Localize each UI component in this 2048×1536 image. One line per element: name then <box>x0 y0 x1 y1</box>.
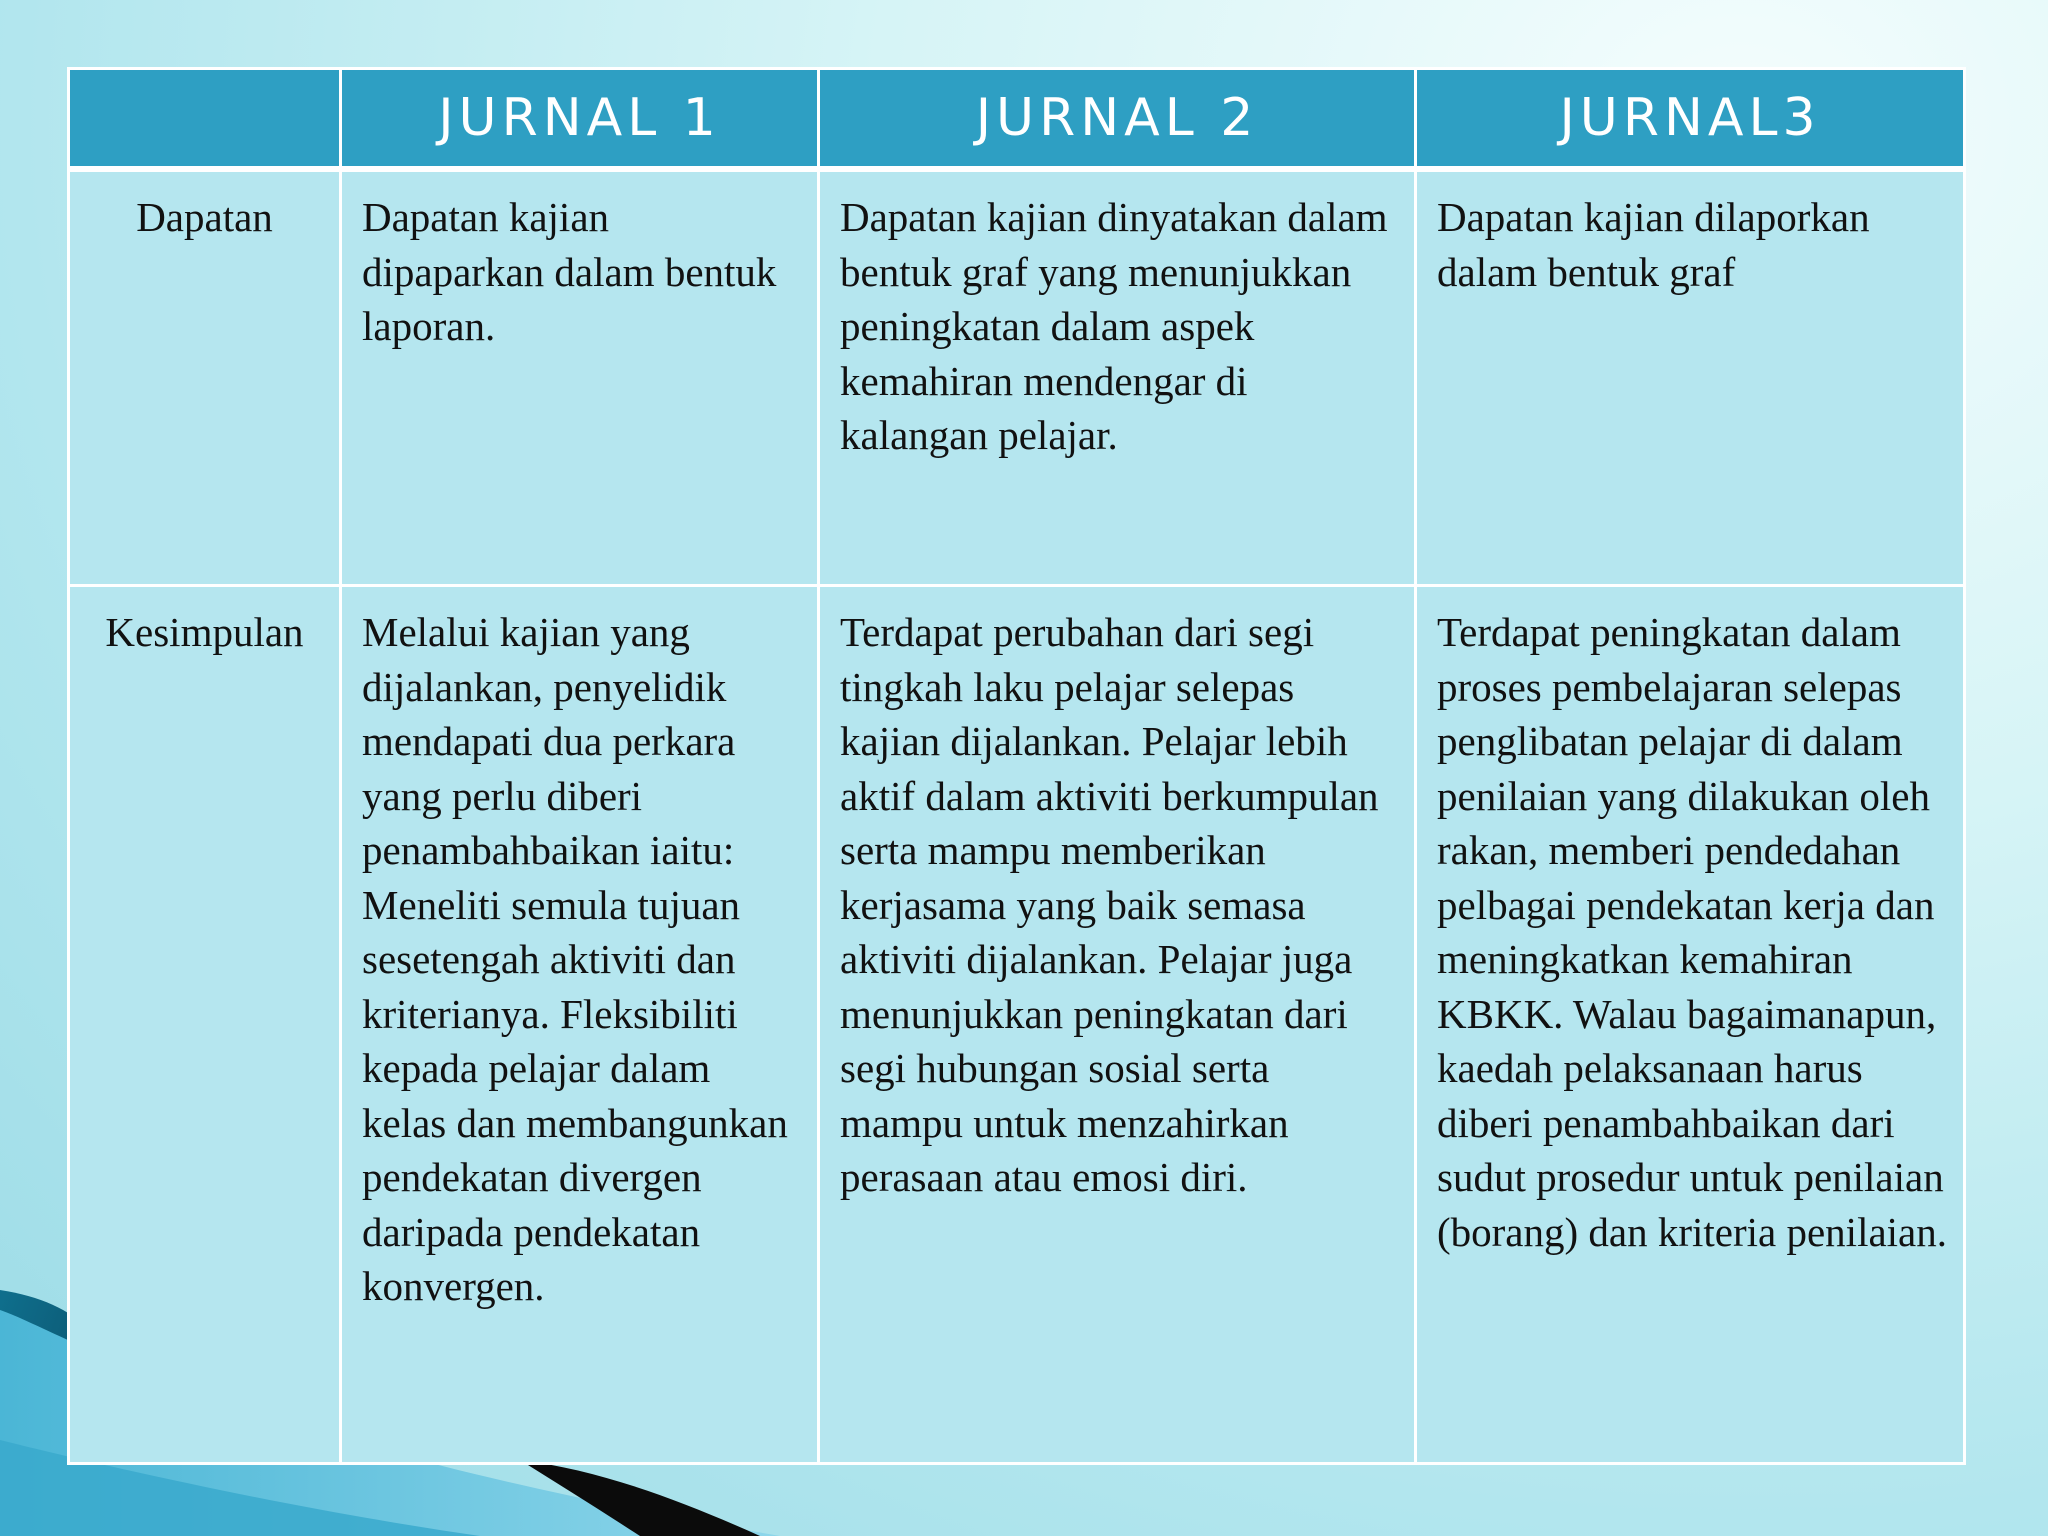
header-jurnal-2: JURNAL 2 <box>819 69 1416 170</box>
table-row <box>69 586 1965 1464</box>
table-header-row <box>69 69 1965 170</box>
row-label-kesimpulan: Kesimpulan <box>69 586 341 1464</box>
dapatan-jurnal-3: Dapatan kajian dilaporkan dalam bentuk graf <box>1416 169 1965 586</box>
kesimpulan-jurnal-2: Terdapat perubahan dari segi tingkah laku pelajar selepas kajian dijalankan. Pelajar lebih aktif dalam aktiviti berkumpulan serta mampu memberikan kerjasama yang baik semasa aktiviti dijalankan. Pelajar juga menunjukkan peningkatan dari segi hubungan sosial serta mampu untuk menzahirkan perasaan atau emosi diri. <box>819 586 1416 1464</box>
kesimpulan-jurnal-3: Terdapat peningkatan dalam proses pembelajaran selepas penglibatan pelajar di dalam penilaian yang dilakukan oleh rakan, memberi pendedahan pelbagai pendekatan kerja dan meningkatkan kemahiran KBKK. Walau bagaimanapun, kaedah pelaksanaan harus diberi penambahbaikan dari sudut prosedur untuk penilaian (borang) dan kriteria penilaian. <box>1416 586 1965 1464</box>
header-jurnal-3: JURNAL3 <box>1416 69 1965 170</box>
kesimpulan-jurnal-1: Melalui kajian yang dijalankan, penyelidik mendapati dua perkara yang perlu diberi penambahbaikan iaitu: Meneliti semula tujuan sesetengah aktiviti dan kriterianya. Fleksibiliti kepada pelajar dalam kelas dan membangunkan pendekatan divergen daripada pendekatan konvergen. <box>341 586 819 1464</box>
header-jurnal-1: JURNAL 1 <box>341 69 819 170</box>
dapatan-jurnal-2: Dapatan kajian dinyatakan dalam bentuk graf yang menunjukkan peningkatan dalam aspek kemahiran mendengar di kalangan pelajar. <box>819 169 1416 586</box>
header-corner-cell <box>69 69 341 170</box>
comparison-table <box>67 67 1966 1465</box>
row-label-dapatan: Dapatan <box>69 169 341 586</box>
table-row <box>69 169 1965 586</box>
dapatan-jurnal-1: Dapatan kajian dipaparkan dalam bentuk laporan. <box>341 169 819 586</box>
